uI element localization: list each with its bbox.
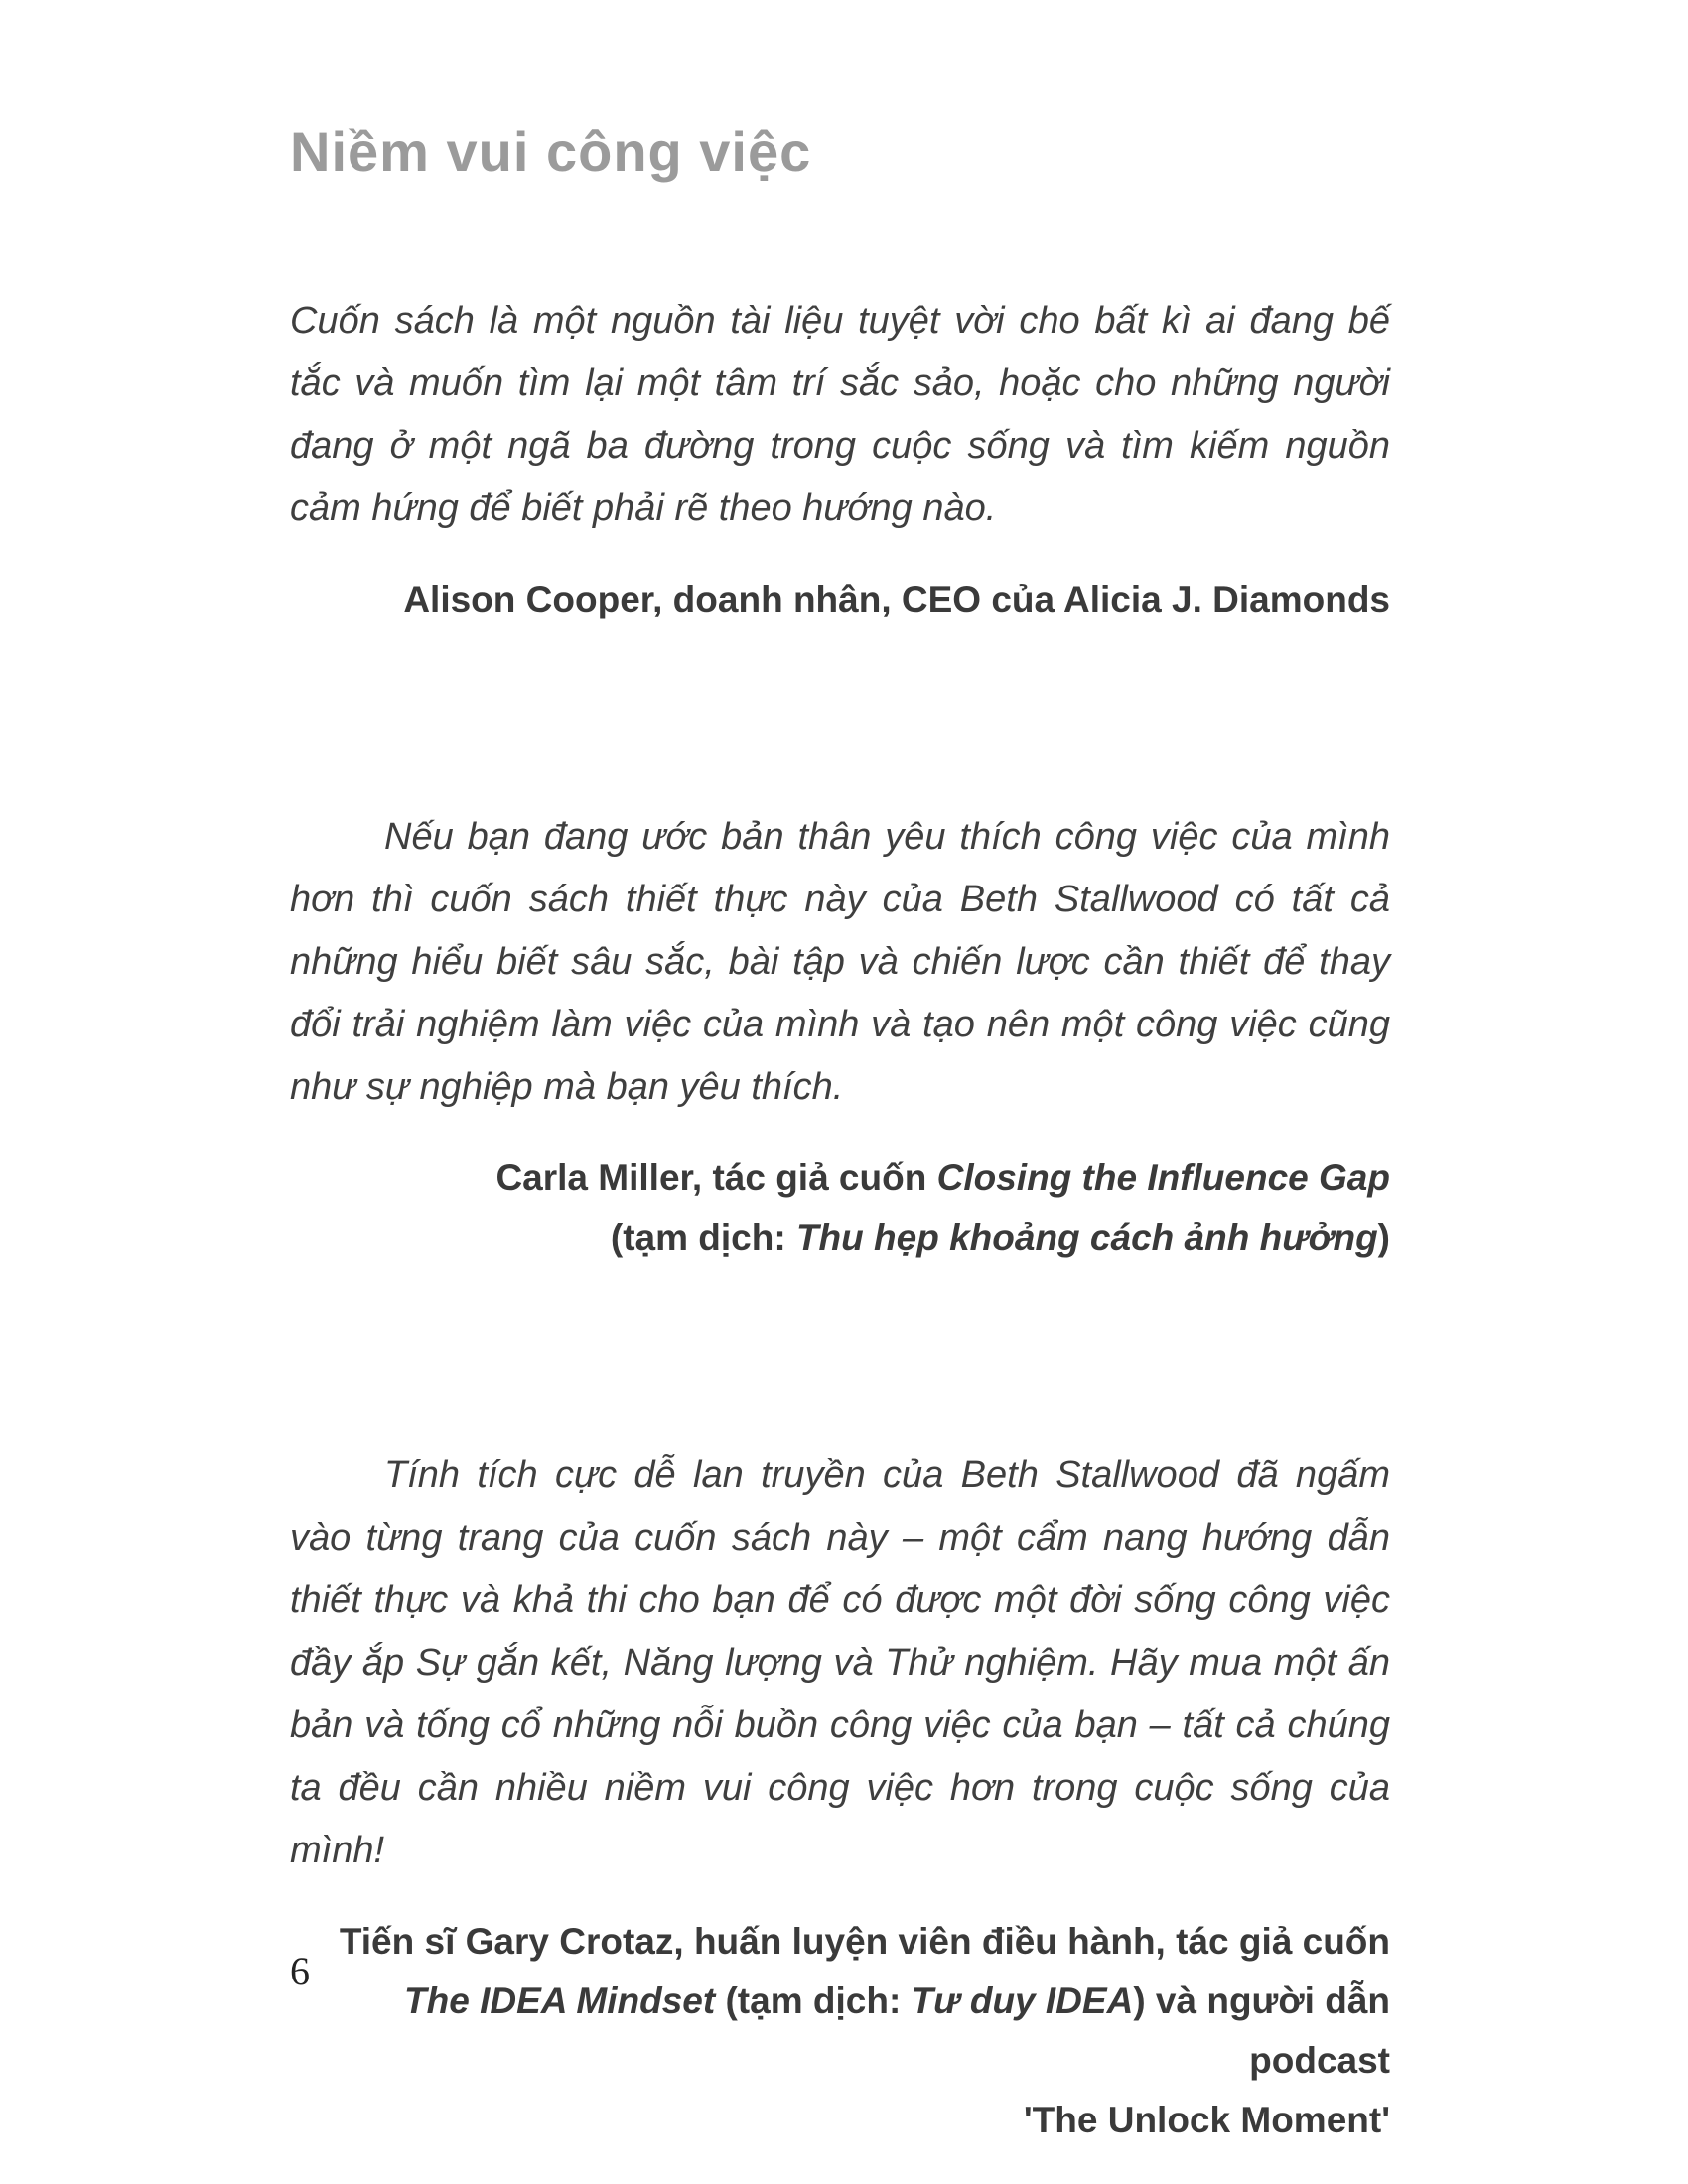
quote-3-attribution-podcast-name: 'The Unlock Moment' — [1023, 2099, 1390, 2140]
quote-3-attribution-podcast-text: ) và người dẫn podcast — [1133, 1979, 1390, 2081]
quote-2-attribution-book-title: Closing the Influence Gap — [936, 1157, 1390, 1198]
quote-3-attribution-name: Tiến sĩ Gary Crotaz, huấn luyện viên điều hành, tác giả cuốn — [339, 1920, 1390, 1962]
quote-2-attribution — [290, 1149, 1390, 1268]
quote-3-attribution-book-title: The IDEA Mindset — [404, 1979, 716, 2021]
quote-3-attribution — [290, 1912, 1390, 2150]
quote-1-attribution: Alison Cooper, doanh nhân, CEO của Alicia J. Diamonds — [403, 578, 1390, 619]
quote-3-attribution-translation-prefix: (tạm dịch: — [715, 1979, 912, 2021]
page-number: 6 — [290, 1949, 310, 1993]
quote-3-attribution-translated-title: Tư duy IDEA — [911, 1979, 1134, 2021]
quote-2-attribution-name: Carla Miller, tác giả cuốn — [495, 1157, 937, 1198]
page-header-title: Niềm vui công việc — [290, 120, 812, 183]
quote-2-attribution-translation-prefix: (tạm dịch: — [610, 1216, 796, 1258]
quote-block-2 — [290, 806, 1390, 1268]
quote-3-text: Tính tích cực dễ lan truyền của Beth Stallwood đã ngấm vào từng trang của cuốn sách này – một cẩm nang hướng dẫn thiết thực và khả thi cho bạn để có được một đời sống công việc đầy ắp Sự gắn kết, Năng lượng và Thử nghiệm. Hãy mua một ấn bản và tống cổ những nỗi buồn công việc của bạn – tất cả chúng ta đều cần nhiều niềm vui công việc hơn trong cuộc sống của mình! — [290, 1453, 1390, 1871]
quote-2-text: Nếu bạn đang ước bản thân yêu thích công việc của mình hơn thì cuốn sách thiết thực này của Beth Stallwood có tất cả những hiểu biết sâu sắc, bài tập và chiến lược cần thiết để thay đổi trải nghiệm làm việc của mình và tạo nên một công việc cũng như sự nghiệp mà bạn yêu thích. — [290, 815, 1390, 1108]
quote-2-attribution-translation-suffix: ) — [1377, 1216, 1390, 1258]
quote-block-1 — [290, 290, 1390, 629]
quote-block-3 — [290, 1444, 1390, 2150]
quote-2-attribution-translated-title: Thu hẹp khoảng cách ảnh hưởng — [795, 1216, 1378, 1258]
quote-1-text: Cuốn sách là một nguồn tài liệu tuyệt vời cho bất kì ai đang bế tắc và muốn tìm lại một tâm trí sắc sảo, hoặc cho những người đang ở một ngã ba đường trong cuộc sống và tìm kiếm nguồn cảm hứng để biết phải rẽ theo hướng nào. — [290, 299, 1390, 529]
